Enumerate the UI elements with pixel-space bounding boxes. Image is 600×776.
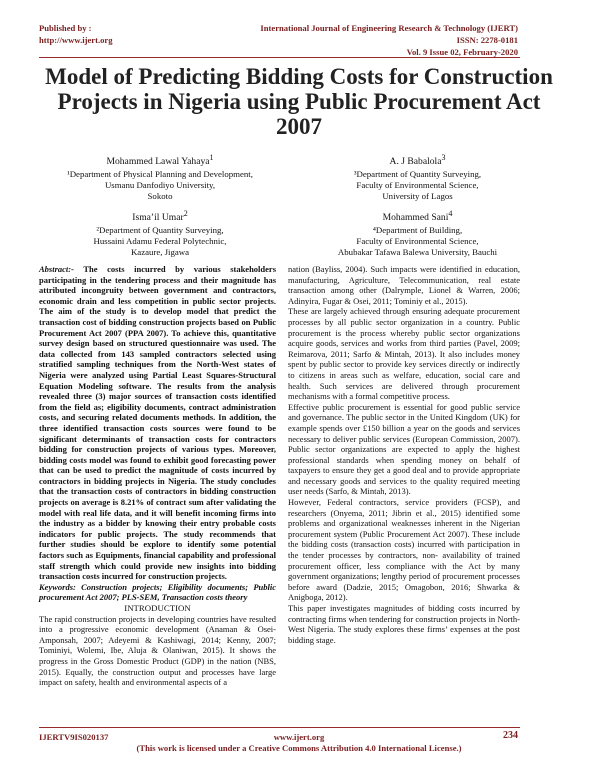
footer-url-link[interactable]: www.ijert.org	[273, 732, 325, 742]
paper-id: IJERTV9IS020137	[39, 732, 109, 742]
author-name: A. J Babalola	[389, 156, 442, 168]
author-block-3: A. J Babalola$^3$ ³Department of Quantity Surveying, Faculty of Environmental Science, University of Lagos	[353, 153, 482, 202]
header-rule	[39, 57, 520, 58]
section-heading-introduction: INTRODUCTION	[124, 603, 191, 613]
right-column	[288, 264, 520, 645]
author-block-4: Mohammed Sani$^4$ ⁴Department of Building, Faculty of Environmental Science, Abubakar Tafawa Balewa University, Bauchi	[337, 209, 498, 258]
issn: ISSN: 2278-0181	[456, 35, 518, 45]
keywords: Keywords: Construction projects; Eligibility documents; Public procurement Act 2007; PLS-SEM, Transaction costs theory	[39, 581, 276, 603]
license-note: (This work is licensed under a Creative Commons Attribution 4.0 International License.)	[136, 743, 462, 753]
header-left	[39, 22, 113, 46]
intro-paragraph: The rapid construction projects in developing countries have resulted into a progressive economic development (Anaman & Osei-Amponsah, 2007; Adeyemi & Kashiwagi, 2014; Kenny, 2007; Tominiyi, Wolemi, Ibe, Aluja & Olaniwan, 2015). It shows the progress in the Gross Domestic Product (GDP) in the nation (NBS, 2015). Equally, the construction output and processes have large impact on safety, health and environmental aspects of a	[39, 613, 276, 688]
body-paragraph: Effective public procurement is essential for good public service and governance. The public sector in the United Kingdom (UK) for example spends over £150 billion a year on the goods and services necessary to deliver public services (European Commission, 2007). Public sector organizations are expected to apply the highest professional standards when spending money on behalf of taxpayers to ensure they get a good deal and to provide appropriate and necessary goods and services to the quality required meeting user needs (Sarfo, & Mintah, 2013).	[288, 401, 520, 497]
body-paragraph: nation (Bayliss, 2004). Such impacts were identified in education, manufacturing, Agriculture, Telecommunication, real estate transaction among other (Dalrymple, Lionel & Warren, 2006; Adinyira, Fugar & Osei, 2011; Tominiy et al., 2015).	[288, 264, 520, 306]
volume-issue: Vol. 9 Issue 02, February-2020	[406, 47, 518, 57]
author-block-2: Isma’il Umar$^2$ ²Department of Quantity Surveying, Hussaini Adamu Federal Polytechnic, Kazaure, Jigawa	[93, 209, 227, 258]
journal-name: International Journal of Engineering Research & Technology (IJERT)	[260, 23, 518, 33]
footer-rule	[39, 727, 520, 728]
author-name: Mohammed Lawal Yahaya	[106, 156, 210, 168]
header-right	[260, 22, 518, 58]
body-paragraph: These are largely achieved through ensuring adequate procurement processes by all public sector organization in a country. Public procurement is the process whereby public sector organizations acquire goods, services and works from third parties (Pavel, 2009; Reimarova, 2011; Sarfo & Mintah, 2013). It also includes money spent by public sector to provide key services directly or indirectly to citizens in areas such as welfare, education, social care and health. Such services are delivered through procurement mechanisms with a formal competitive process.	[288, 306, 520, 402]
abstract-text: The costs incurred by various stakeholders participating in the tendering process and their magnitude has attributed incongruity between government and contractors, economic drain and less competition in public sector projects. The aim of the study is to develop model that predict the transaction cost of bidding construction projects based on Public Procurement Act 2007 (PPA 2007). To achieve this, quantitative survey design based on structured questionnaire was used. The data collected from 143 sampled contractors selected using stratified sampling techniques from the North-West states of Nigeria were analyzed using Partial Least Squares-Structural Equation Modeling software. The results from the analysis revealed three (3) major sources of transaction costs identified from the field as; eligibility documents, contract administration costs, and securing related documents methods. In addition, the three identified transaction costs sources were found to be significant determinants of transaction costs for contractors bidding for construction projects of various types. Moreover, bidding costs model was found to exhibit good forecasting power that can be used to predict the magnitude of costs incurred by contractors in bidding projects in Nigeria. The study concludes that the transaction costs of contractors in bidding construction projects on average is 8.21% of contract sum after validating the model with real life data, and it will benefit incoming firms into the industry as a bidder by knowing their entry probable costs indicators for public projects. The study recommends that further studies should be explore to identify some potential factors such as Equipments, financial capability and professional staff strength which could provide new insights into bidding transaction costs incurred for construction projects.	[39, 264, 276, 582]
abstract	[39, 264, 276, 582]
author-name: Mohammed Sani	[382, 212, 449, 224]
body-paragraph: However, Federal contractors, service providers (FCSP), and researchers (Onyema, 2011; Jibrin et al., 2015) identified some problems and organizational weaknesses inherent in the Nigerian procurement system (Public Procurement Act 2007). These include the bidding costs (transaction costs) incurred with participation in the tender processes by contractors, non- availability of trained procurement officer, less compliance with the Act by many government organizations; lengthy period of procurement processes before award (Dadzie, 2015; Omagobon, 2016; Shwarka & Anigboga, 2012).	[288, 497, 520, 603]
paper-title: Model of Predicting Bidding Costs for Construction Projects in Nigeria using Public Procurement Act 2007	[45, 64, 553, 139]
page-number: 234	[503, 730, 518, 741]
footer-center	[39, 732, 559, 754]
published-by: Published by :	[39, 23, 92, 33]
body-paragraph: This paper investigates magnitudes of bidding costs incurred by contracting firms when tendering for construction projects in North-West Nigeria. The study explores these firms’ expenses at the post bidding stage.	[288, 603, 520, 645]
left-column	[39, 264, 276, 688]
author-block-1: Mohammed Lawal Yahaya$^1$ ¹Department of Physical Planning and Development, Usmanu Danfodiyo University, Sokoto	[67, 153, 253, 202]
abstract-label: Abstract:-	[39, 264, 74, 274]
author-name: Isma’il Umar	[132, 212, 184, 224]
journal-url-link[interactable]: http://www.ijert.org	[39, 35, 113, 45]
